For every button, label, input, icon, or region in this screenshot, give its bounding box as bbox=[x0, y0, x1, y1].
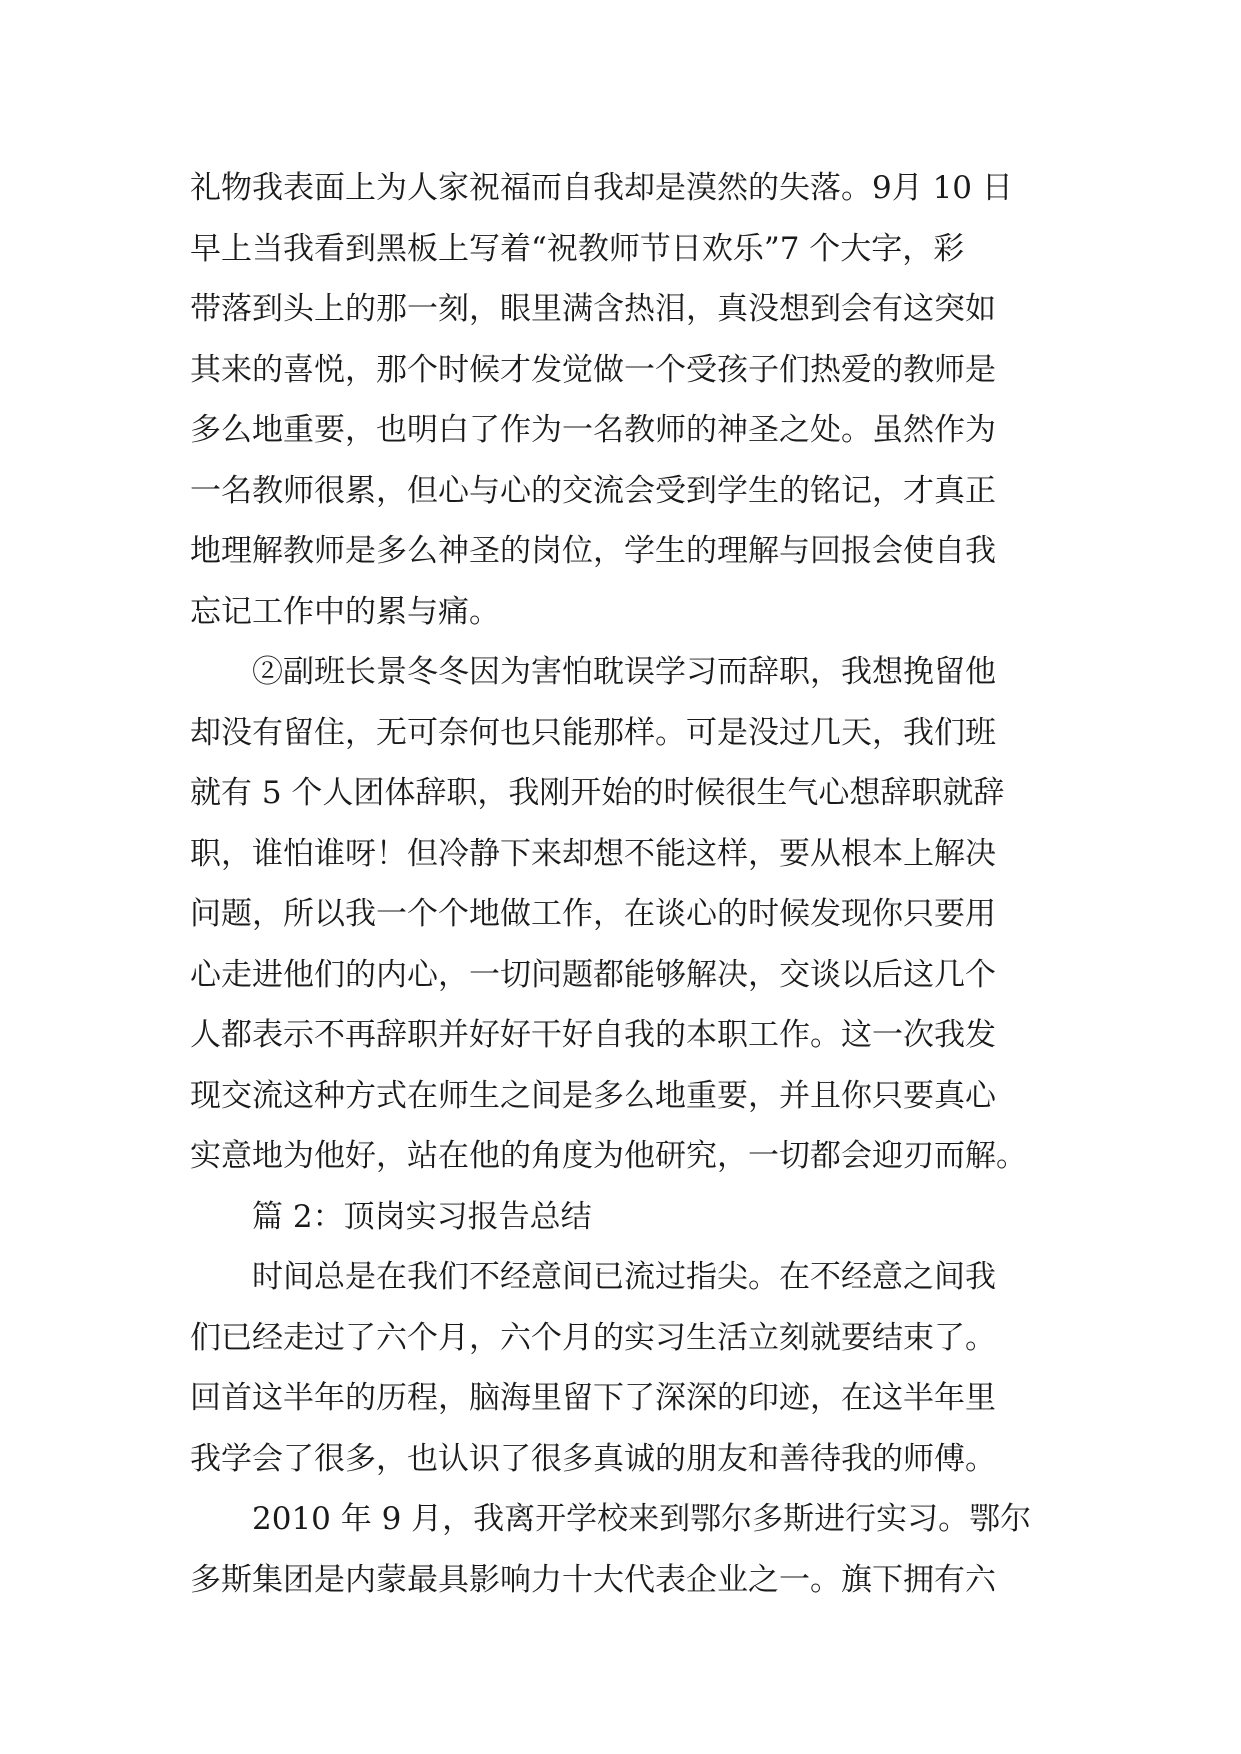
text-line: 早上当我看到黑板上写着“祝教师节日欢乐”7 个大字，彩 bbox=[190, 230, 965, 267]
section-heading: 篇 2：顶岗实习报告总结 bbox=[252, 1198, 592, 1235]
text-line: 实意地为他好，站在他的角度为他研究，一切都会迎刃而解。 bbox=[190, 1138, 1027, 1174]
text-line: 们已经走过了六个月，六个月的实习生活立刻就要结束了。 bbox=[190, 1319, 996, 1356]
text-line: 一名教师很累，但心与心的交流会受到学生的铭记，才真正 bbox=[190, 472, 996, 509]
text-line: 多斯集团是内蒙最具影响力十大代表企业之一。旗下拥有六 bbox=[190, 1561, 996, 1598]
text-line: 回首这半年的历程，脑海里留下了深深的印迹，在这半年里 bbox=[190, 1380, 996, 1416]
text-line: 现交流这种方式在师生之间是多么地重要，并且你只要真心 bbox=[190, 1077, 996, 1114]
text-line: 忘记工作中的累与痛。 bbox=[190, 593, 500, 630]
text-line: 却没有留住，无可奈何也只能那样。可是没过几天，我们班 bbox=[190, 714, 996, 751]
text-line: 就有 5 个人团体辞职，我刚开始的时候很生气心想辞职就辞 bbox=[190, 775, 1005, 811]
text-line: 其来的喜悦，那个时候才发觉做一个受孩子们热爱的教师是 bbox=[190, 351, 996, 388]
text-line: 职，谁怕谁呀！但冷静下来却想不能这样，要从根本上解决 bbox=[190, 835, 996, 872]
text-line: 礼物我表面上为人家祝福而自我却是漠然的失落。9月 10 日 bbox=[190, 170, 1013, 206]
paragraph-start-line: 2010 年 9 月，我离开学校来到鄂尔多斯进行实习。鄂尔 bbox=[252, 1501, 1032, 1537]
text-line: 地理解教师是多么神圣的岗位，学生的理解与回报会使自我 bbox=[190, 533, 996, 569]
text-line: 我学会了很多，也认识了很多真诚的朋友和善待我的师傅。 bbox=[190, 1440, 996, 1477]
paragraph-start-line: ②副班长景冬冬因为害怕耽误学习而辞职，我想挽留他 bbox=[252, 654, 996, 690]
text-line: 心走进他们的内心，一切问题都能够解决，交谈以后这几个 bbox=[190, 956, 996, 993]
paragraph-start-line: 时间总是在我们不经意间已流过指尖。在不经意之间我 bbox=[252, 1259, 996, 1295]
text-line: 人都表示不再辞职并好好干好自我的本职工作。这一次我发 bbox=[190, 1017, 996, 1053]
text-line: 多么地重要，也明白了作为一名教师的神圣之处。虽然作为 bbox=[190, 412, 996, 448]
body-text bbox=[190, 158, 1060, 1610]
text-line: 问题，所以我一个个地做工作，在谈心的时候发现你只要用 bbox=[190, 896, 996, 932]
text-line: 带落到头上的那一刻，眼里满含热泪，真没想到会有这突如 bbox=[190, 291, 996, 327]
